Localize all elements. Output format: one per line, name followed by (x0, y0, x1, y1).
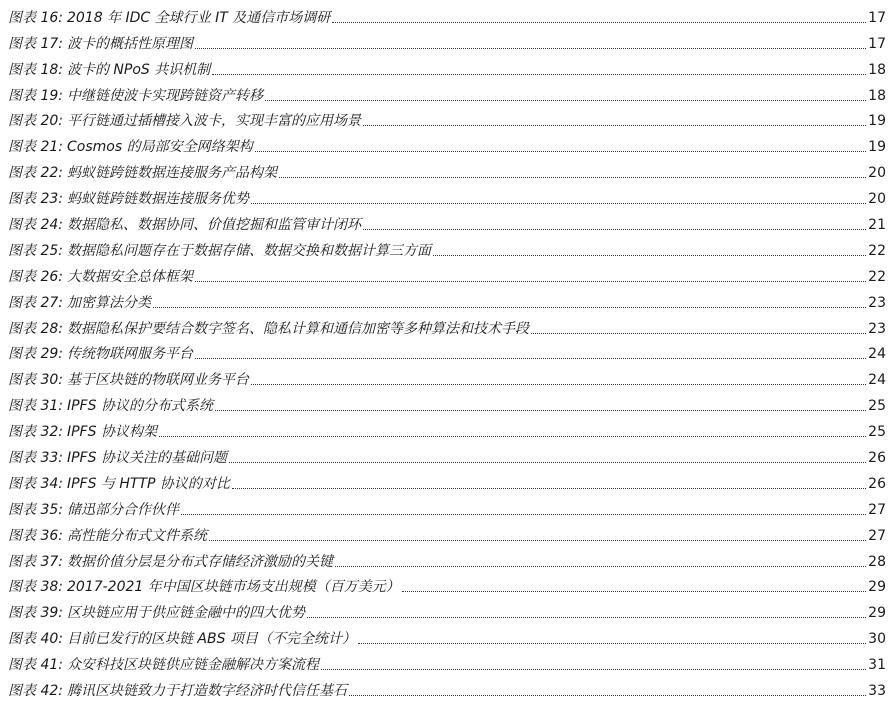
dot-leader (279, 176, 866, 178)
figure-title: 波卡的概括性原理图 (66, 35, 193, 52)
page-number: 31 (868, 657, 886, 674)
figure-title: 腾讯区块链致力于打造数字经济时代信任基石 (66, 683, 347, 700)
figure-title: IPFS 协议的分布式系统 (66, 398, 213, 415)
toc-entry[interactable] (8, 494, 886, 520)
figure-label: 图表 20: (8, 113, 63, 130)
dot-leader (433, 254, 866, 256)
figure-label: 图表 18: (8, 61, 63, 78)
dot-leader (232, 487, 866, 489)
figure-title: 蚂蚁链跨链数据连接服务优势 (66, 191, 249, 208)
page-number: 30 (868, 631, 886, 648)
page-number: 23 (868, 294, 886, 311)
page-number: 17 (868, 35, 886, 52)
figure-label: 图表 24: (8, 217, 63, 234)
page-number: 20 (868, 165, 886, 182)
figure-title: 数据隐私问题存在于数据存储、数据交换和数据计算三方面 (66, 242, 431, 259)
dot-leader (531, 332, 866, 334)
figure-label: 图表 30: (8, 372, 63, 389)
toc-entry[interactable] (8, 442, 886, 468)
figure-label: 图表 33: (8, 450, 63, 467)
dot-leader (153, 306, 866, 308)
toc-entry[interactable] (8, 54, 886, 80)
toc-entry[interactable] (8, 106, 886, 132)
figure-label: 图表 31: (8, 398, 63, 415)
page-number: 33 (868, 683, 886, 700)
figure-label: 图表 41: (8, 657, 63, 674)
dot-leader (181, 513, 866, 515)
figure-label: 图表 22: (8, 165, 63, 182)
toc-entry[interactable] (8, 649, 886, 675)
page-number: 17 (868, 9, 886, 26)
figure-label: 图表 29: (8, 346, 63, 363)
figure-title: 2018 年 IDC 全球行业 IT 及通信市场调研 (66, 9, 331, 26)
figure-title: 2017-2021 年中国区块链市场支出规模（百万美元） (66, 579, 400, 596)
dot-leader (307, 616, 866, 618)
page-number: 19 (868, 139, 886, 156)
toc-entry[interactable] (8, 287, 886, 313)
figure-label: 图表 36: (8, 527, 63, 544)
toc-entry[interactable] (8, 157, 886, 183)
toc-entry[interactable] (8, 313, 886, 339)
page-number: 29 (868, 605, 886, 622)
figure-label: 图表 21: (8, 139, 63, 156)
page-number: 19 (868, 113, 886, 130)
figure-title: 数据隐私、数据协同、价值挖掘和监管审计闭环 (66, 217, 361, 234)
dot-leader (229, 461, 866, 463)
page-number: 18 (868, 87, 886, 104)
figure-title: 区块链应用于供应链金融中的四大优势 (66, 605, 305, 622)
dot-leader (212, 73, 866, 75)
dot-leader (195, 47, 866, 49)
toc-entry[interactable] (8, 468, 886, 494)
figure-label: 图表 39: (8, 605, 63, 622)
page-number: 28 (868, 553, 886, 570)
page-number: 18 (868, 61, 886, 78)
figure-label: 图表 23: (8, 191, 63, 208)
page-number: 20 (868, 191, 886, 208)
figure-label: 图表 32: (8, 424, 63, 441)
dot-leader (159, 435, 866, 437)
figure-title: 众安科技区块链供应链金融解决方案流程 (66, 657, 319, 674)
figure-title: 储迅部分合作伙伴 (66, 501, 179, 518)
figure-label: 图表 26: (8, 268, 63, 285)
toc-entry[interactable] (8, 261, 886, 287)
figure-label: 图表 27: (8, 294, 63, 311)
figure-title: 加密算法分类 (66, 294, 151, 311)
page-number: 27 (868, 527, 886, 544)
figure-title: IPFS 协议关注的基础问题 (66, 450, 227, 467)
page-number: 26 (868, 450, 886, 467)
figure-label: 图表 37: (8, 553, 63, 570)
figure-label: 图表 16: (8, 9, 63, 26)
dot-leader (321, 668, 866, 670)
dot-leader (209, 539, 866, 541)
dot-leader (255, 150, 867, 152)
toc-entry[interactable] (8, 364, 886, 390)
dot-leader (195, 280, 866, 282)
figure-label: 图表 40: (8, 631, 63, 648)
figure-title: 数据价值分层是分布式存储经济激励的关键 (66, 553, 333, 570)
figure-title: 大数据安全总体框架 (66, 268, 193, 285)
toc-entry[interactable] (8, 339, 886, 365)
toc-entry[interactable] (8, 623, 886, 649)
page-number: 23 (868, 320, 886, 337)
toc-entry[interactable] (8, 597, 886, 623)
dot-leader (251, 202, 866, 204)
figure-title: 传统物联网服务平台 (66, 346, 193, 363)
toc-entry[interactable] (8, 131, 886, 157)
dot-leader (332, 21, 866, 23)
toc-entry[interactable] (8, 675, 886, 701)
page-number: 24 (868, 346, 886, 363)
figure-label: 图表 25: (8, 242, 63, 259)
dot-leader (265, 99, 866, 101)
dot-leader (349, 694, 866, 696)
figure-label: 图表 28: (8, 320, 63, 337)
dot-leader (215, 409, 866, 411)
toc-entry[interactable] (8, 546, 886, 572)
toc-entry[interactable] (8, 235, 886, 261)
dot-leader (363, 124, 866, 126)
toc-entry[interactable] (8, 183, 886, 209)
toc-entry[interactable] (8, 80, 886, 106)
figure-title: 波卡的 NPoS 共识机制 (66, 61, 211, 78)
toc-entry[interactable] (8, 572, 886, 598)
page-number: 25 (868, 424, 886, 441)
figure-label: 图表 38: (8, 579, 63, 596)
page-number: 24 (868, 372, 886, 389)
figure-title: 高性能分布式文件系统 (66, 527, 207, 544)
figure-title: 基于区块链的物联网业务平台 (66, 372, 249, 389)
page-number: 27 (868, 501, 886, 518)
figure-label: 图表 42: (8, 683, 63, 700)
figure-label: 图表 35: (8, 501, 63, 518)
figure-title: IPFS 协议构架 (66, 424, 157, 441)
figure-title: 数据隐私保护要结合数字签名、隐私计算和通信加密等多种算法和技术手段 (66, 320, 529, 337)
figure-title: 蚂蚁链跨链数据连接服务产品构架 (66, 165, 277, 182)
page-number: 22 (868, 268, 886, 285)
figure-label: 图表 19: (8, 87, 63, 104)
page-number: 22 (868, 242, 886, 259)
toc-entry[interactable] (8, 520, 886, 546)
toc-entry[interactable] (8, 2, 886, 28)
dot-leader (358, 642, 866, 644)
page-number: 29 (868, 579, 886, 596)
dot-leader (402, 590, 866, 592)
figure-title: 目前已发行的区块链 ABS 项目（不完全统计） (66, 631, 356, 648)
dot-leader (251, 383, 866, 385)
toc-entry[interactable] (8, 416, 886, 442)
dot-leader (195, 357, 866, 359)
figure-title: Cosmos 的局部安全网络架构 (66, 139, 253, 156)
figure-title: IPFS 与 HTTP 协议的对比 (66, 475, 230, 492)
figure-title: 平行链通过插槽接入波卡，实现丰富的应用场景 (66, 113, 361, 130)
figure-title: 中继链使波卡实现跨链资产转移 (66, 87, 263, 104)
toc-entry[interactable] (8, 390, 886, 416)
dot-leader (335, 565, 866, 567)
figure-label: 图表 17: (8, 35, 63, 52)
toc-entry[interactable] (8, 209, 886, 235)
page-number: 21 (868, 217, 886, 234)
dot-leader (363, 228, 866, 230)
page-number: 26 (868, 475, 886, 492)
page-number: 25 (868, 398, 886, 415)
figure-label: 图表 34: (8, 475, 63, 492)
toc-entry[interactable] (8, 28, 886, 54)
